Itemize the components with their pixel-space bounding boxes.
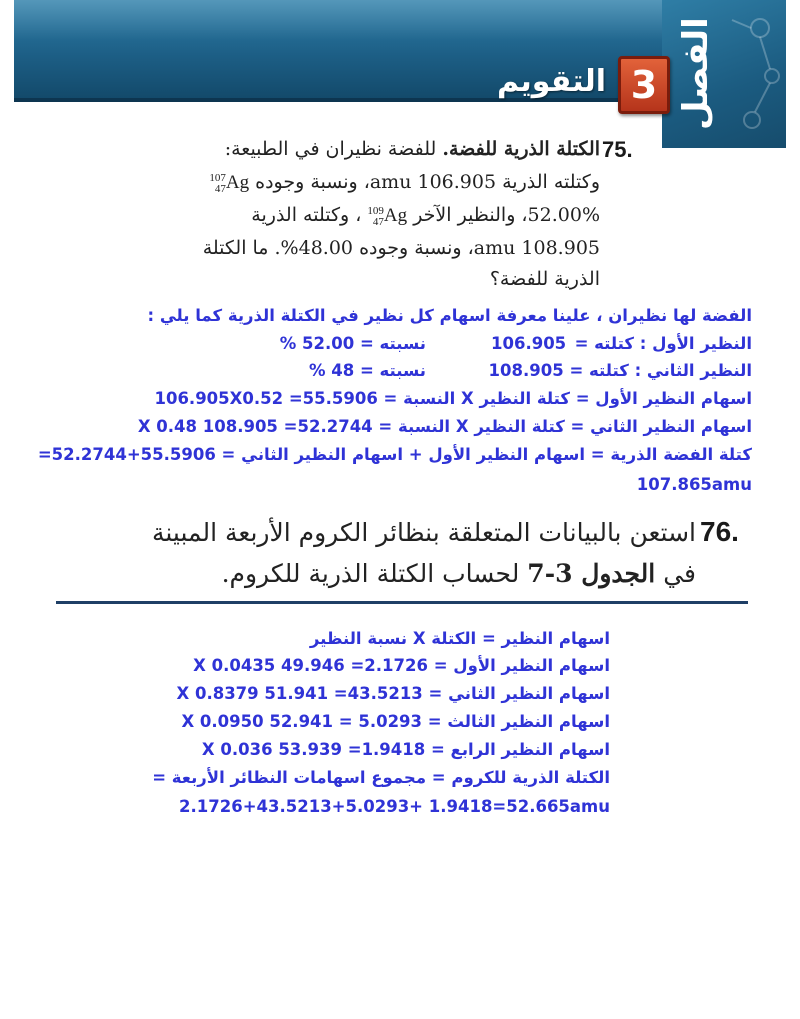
isotope-ag-109-symbol: Ag	[383, 205, 408, 226]
answer-76-isotope-2: اسهام النظير الثاني = 43.5213= 51.941 X 0.8379	[176, 684, 610, 703]
answer-75-result: 107.865amu	[636, 475, 752, 494]
isotope-ag-109-atomic: 47	[372, 215, 384, 228]
table-reference[interactable]: الجدول 3-7	[527, 559, 656, 588]
answer-76-isotope-1: اسهام النظير الأول = 2.1726= 49.946 X 0.0435	[193, 656, 610, 675]
question-75-line-5	[200, 263, 600, 296]
answer-76-total-label: الكتلة الذرية للكروم = مجموع اسهامات النظائر الأربعة =	[152, 768, 610, 787]
answer-75-intro: الفضة لها نظيران ، علينا معرفة اسهام كل نظير في الكتلة الذرية كما يلي :	[147, 306, 752, 325]
answer-75-contribution-2: اسهام النظير الثاني = كتلة النظير X النسبة = 52.2744= 108.905 X 0.48	[137, 417, 752, 436]
banner-shine	[14, 0, 662, 40]
chapter-word: الفصل	[676, 17, 716, 131]
question-75-line-5-text: الذرية للفضة؟	[489, 268, 600, 290]
answer-75-contribution-1: اسهام النظير الأول = كتلة النظير X النسبة = 55.5906= 106.905X0.52	[154, 389, 752, 408]
question-76-line-1: استعن بالبيانات المتعلقة بنظائر الكروم الأربعة المبينة	[151, 518, 696, 547]
answer-76-result: 2.1726+43.5213+5.0293+ 1.9418=52.665amu	[179, 797, 610, 816]
answer-75-isotope2-ratio: نسبته = 48 %	[308, 361, 426, 380]
question-75-line-3	[200, 199, 600, 232]
question-75-number: 75.	[602, 137, 633, 162]
answer-76-rule: اسهام النظير = الكتلة X نسبة النظير	[309, 629, 610, 648]
isotope-ag-109	[367, 205, 407, 226]
question-75-line-1	[200, 133, 600, 166]
question-76-line-2	[222, 553, 696, 595]
answer-75-isotope1-mass-value: 106.905	[491, 334, 567, 353]
question-75-heading: الكتلة الذرية للفضة.	[442, 138, 600, 160]
isotope-ag-109-mass: 109	[367, 204, 384, 217]
question-75-line-4-text: 108.905 amu، ونسبة وجوده 48.00%. ما الكتلة	[202, 237, 600, 259]
question-75-line-2-text: وكتلته الذرية 106.905 amu، ونسبة وجوده	[255, 171, 600, 193]
question-75-line-1-text: للفضة نظيران في الطبيعة:	[224, 138, 437, 160]
question-75-line-4	[200, 232, 600, 265]
isotope-ag-107-atomic: 47	[214, 182, 226, 195]
answer-76-isotope-3: اسهام النظير الثالث = 5.0293 = 52.941 X 0.0950	[181, 712, 610, 731]
question-75-line-2	[200, 166, 600, 199]
answer-75-total-formula: كتلة الفضة الذرية = اسهام النظير الأول + اسهام النظير الثاني = 55.5906+52.2744=	[37, 445, 752, 464]
isotope-ag-107-symbol: Ag	[225, 172, 250, 193]
question-76-line-2-prefix: في	[663, 559, 696, 588]
isotope-ag-107-mass: 107	[209, 171, 226, 184]
answer-75-isotope2-mass: النظير الثاني : كتلته = 108.905	[488, 361, 752, 380]
answer-75-isotope1-ratio: نسبته = 52.00 %	[279, 334, 426, 353]
question-76-line-2-suffix: لحساب الكتلة الذرية للكروم.	[221, 559, 520, 588]
question-76-number: 76.	[700, 516, 739, 547]
isotope-ag-107	[209, 172, 249, 193]
chapter-number-badge: 3	[618, 56, 670, 114]
question-76-divider	[56, 601, 748, 604]
answer-75-isotope1-mass-label: النظير الأول : كتلته =	[574, 334, 752, 353]
question-75-line-3-tail: ، وكتلته الذرية	[251, 204, 362, 226]
question-75-line-3-text: 52.00%، والنظير الآخر	[413, 204, 600, 226]
section-title: التقويم	[497, 64, 606, 99]
answer-76-isotope-4: اسهام النظير الرابع = 1.9418= 53.939 X 0.036	[201, 740, 610, 759]
